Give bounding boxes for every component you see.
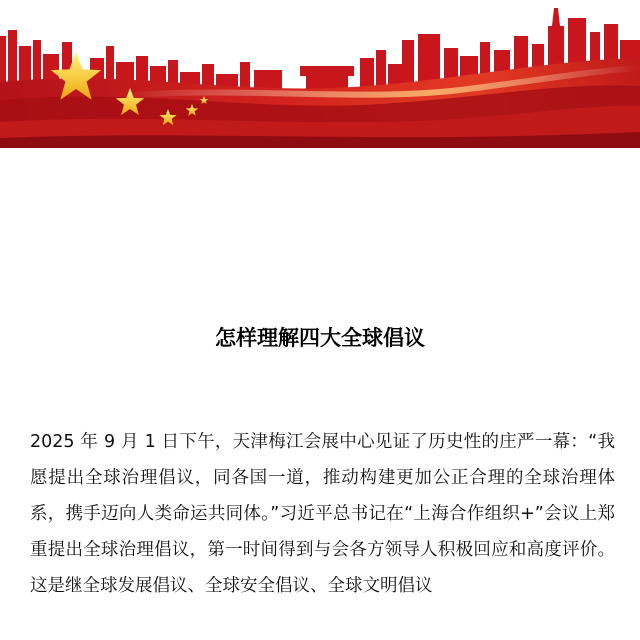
article-body: 2025 年 9 月 1 日下午，天津梅江会展中心见证了历史性的庄严一幕：“我愿提出全球治理倡议，同各国一道，推动构建更加公正合理的全球治理体系，携手迈向人类命运共同体。”习近平总书记在“上海合作组织+”会议上郑重提出全球治理倡议，第一时间得到与会各方领导人积极回应和高度评价。这是继全球发展倡议、全球安全倡议、全球文明倡议 xyxy=(30,432,615,596)
article-title: 怎样理解四大全球倡议 xyxy=(215,326,425,350)
header-banner xyxy=(0,0,640,148)
